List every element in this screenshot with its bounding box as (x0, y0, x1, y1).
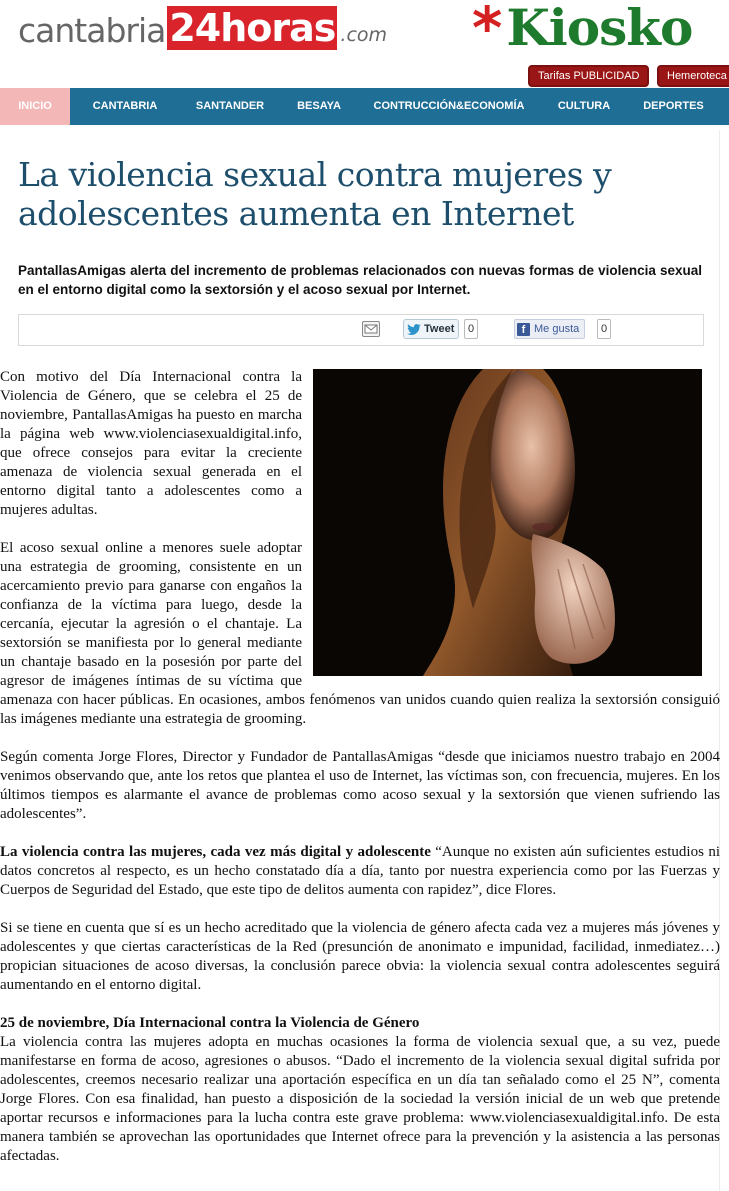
paragraph: La violencia contra las mujeres adopta en muchas ocasiones la forma de violencia sexual que, a su vez, puede manifestarse en forma de acoso, agresiones o abusos. “Dado el incremento de la violencia sexual digital sufrida por adolescentes, creemos necesario realizar una aportación específica en un día tan señalado como el 25 N”, comenta Jorge Flores. Con esa finalidad, han puesto a disposición de la sociedad la versión inicial de un web que pretende aportar recursos e informaciones para la lucha contra este grave problema: www.violenciasexualdigital.info. De esta manera también se aprovechan las oportunidades que Internet ofrece para la prevención y la asistencia a las personas afectadas. (0, 1034, 720, 1164)
paragraph-text: “Aunque no existen aún suficientes estudios ni datos concretos al respecto, es un hecho constatado día a día, tanto por nuestra experiencia como por las Fuerzas y Cuerpos de Seguridad del Estado, que este tipo de delitos aumenta con rapidez”, dice Flores. (0, 844, 721, 898)
like-count: 0 (597, 319, 611, 339)
kiosko-text: Kiosko (506, 0, 693, 57)
section-heading: 25 de noviembre, Día Internacional contra la Violencia de Género (0, 1015, 420, 1031)
nav-item-besaya[interactable]: BESAYA (297, 100, 341, 112)
like-label: Me gusta (534, 323, 580, 335)
nav-item-inicio[interactable]: INICIO (0, 88, 70, 125)
advertising-rates-button[interactable]: Tarifas PUBLICIDAD (528, 65, 649, 87)
inline-subheading: La violencia contra las mujeres, cada vez más digital y adolescente (0, 844, 431, 860)
article-lead: PantallasAmigas alerta del incremento de problemas relacionados con nuevas formas de violencia sexual en el entorno digital como la sextorsión y el acoso sexual por Internet. (18, 263, 702, 297)
nav-item-santander[interactable]: SANTANDER (195, 100, 265, 112)
tweet-button[interactable] (403, 319, 459, 339)
article-body (0, 368, 720, 1185)
share-bar (18, 314, 704, 346)
tweet-label: Tweet (424, 323, 455, 335)
email-share-icon[interactable] (362, 321, 380, 337)
nav-item-cultura[interactable]: CULTURA (557, 100, 611, 112)
paragraph: Si se tiene en cuenta que sí es un hecho acreditado que la violencia de género afecta cada vez a mujeres más jóvenes y adolescentes y que ciertas características de la Red (presunción de anonimato e impunidad, facilidad, inmediatez…) propician situaciones de acoso diversas, la conclusión parece obvia: la violencia sexual contra adolescentes seguirá aumentando en el entorno digital. (0, 920, 720, 993)
article-title: La violencia sexual contra mujeres y adolescentes aumenta en Internet (18, 155, 612, 233)
twitter-bird-icon (406, 323, 422, 335)
archive-button[interactable]: Hemeroteca (657, 65, 729, 87)
nav-item-construccion-economia[interactable]: CONTRUCCIÓN&ECONOMÍA (373, 100, 525, 112)
main-nav (0, 88, 729, 125)
facebook-like-button[interactable] (514, 319, 585, 339)
kiosko-banner[interactable] (472, 0, 693, 62)
tweet-count: 0 (464, 319, 478, 339)
paragraph: El acoso sexual online a menores suele adoptar una estrategia de grooming, consistente en un acercamiento previo para ganarse con engaños la confianza de la víctima para luego, desde la cercanía, ejecutar la agresión o el chantaje. La sextorsión se manifiesta por lo general mediante un chantaje basado en la posesión por parte del agresor de imágenes íntimas de su víctima que amenaza con hacer públicas. En ocasiones, ambos fenómenos van unidos cuando quien realiza la sextorsión consiguió las imágenes mediante una estrategia de grooming. (0, 540, 720, 727)
nav-item-cantabria[interactable]: CANTABRIA (92, 100, 158, 112)
logo-text-24horas: 24horas (169, 6, 336, 50)
logo-text-com: .com (340, 24, 388, 46)
logo-text-cantabria: cantabria (18, 11, 166, 50)
site-logo[interactable] (18, 4, 387, 50)
paragraph: Con motivo del Día Internacional contra la Violencia de Género, que se celebra el 25 de noviembre, PantallasAmigas ha puesto en marcha la página web www.violenciasexualdigital.info, que ofrece consejos para evitar la creciente amenaza de violencia sexual generada en el entorno digital tanto a adolescentes como a mujeres adultas. (0, 369, 302, 518)
site-header (0, 0, 729, 88)
nav-item-deportes[interactable]: DEPORTES (643, 100, 704, 112)
paragraph: Según comenta Jorge Flores, Director y Fundador de PantallasAmigas “desde que iniciamos nuestro trabajo en 2004 venimos observando que, ante los retos que plantea el uso de Internet, las víctimas son, con frecuencia, mujeres. En los últimos tiempos es alarmante el avance de problemas como acoso sexual y la sextorsión que vienen sufriendo las adolescentes”. (0, 749, 720, 822)
photo-spacer (302, 368, 720, 678)
facebook-icon: f (517, 323, 530, 336)
asterisk-icon: * (472, 0, 503, 62)
paragraph (0, 843, 720, 900)
